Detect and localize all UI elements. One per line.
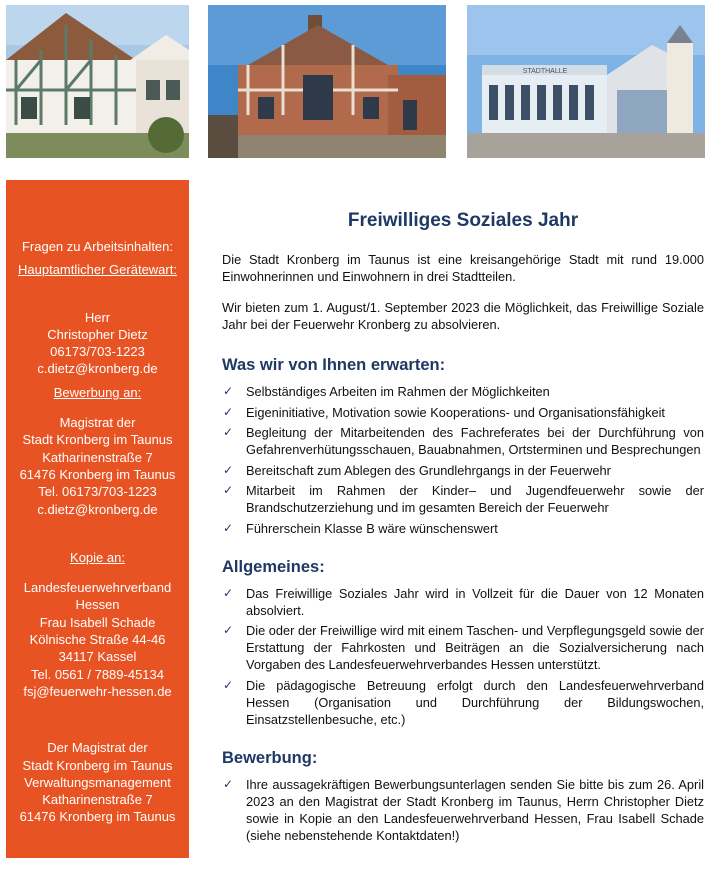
- offer-paragraph: Wir bieten zum 1. August/1. September 2023 die Möglichkeit, das Freiwillige Soziale Jahr bei der Feuerwehr Kronberg zu absolvieren.: [222, 300, 704, 332]
- contact-email: c.dietz@kronberg.de: [37, 361, 158, 377]
- application-address-line: Katharinenstraße 7: [42, 449, 153, 465]
- footer-address-line: Katharinenstraße 7: [42, 792, 153, 808]
- checkmark-icon: ✓: [223, 384, 234, 398]
- expectations-heading: Was wir von Ihnen erwarten:: [222, 356, 446, 374]
- checkmark-icon: ✓: [223, 404, 234, 419]
- page-title: Freiwilliges Soziales Jahr: [347, 210, 579, 231]
- footer-address-line: Verwaltungsmanagement: [24, 774, 171, 790]
- application-address-line: Tel. 06173/703-1223: [38, 484, 157, 500]
- list-item: ✓ Selbständiges Arbeiten im Rahmen der Möglichkeiten: [223, 384, 550, 399]
- copy-address-line: Kölnische Straße 44-46: [29, 632, 166, 648]
- footer-address-line: Der Magistrat der: [47, 740, 148, 756]
- contact-sidebar: [6, 180, 189, 858]
- application-address-heading: Bewerbung an:: [53, 384, 142, 400]
- expectations-list: [222, 383, 704, 537]
- brick-villa-photo: [208, 5, 446, 158]
- list-item: ✓ Führerschein Klasse B wäre wünschenswert: [223, 520, 498, 536]
- contact-role-heading: Hauptamtlicher Gerätewart:: [18, 262, 177, 278]
- general-list: [222, 585, 704, 728]
- list-item: ✓ Die oder der Freiwillige wird mit einem Taschen- und Verpflegungsgeld sowie der Erstattung der Fahrkosten und Beiträgen an die Sozialversicherung nach Vorgaben des Landesfeuerwehrverbandes Hessen unterstützt.: [223, 623, 704, 672]
- application-heading: Bewerbung:: [222, 748, 318, 767]
- contact-name: Christopher Dietz: [47, 326, 148, 342]
- copy-address-line: Frau Isabell Schade: [39, 614, 156, 630]
- half-timbered-building-photo: [6, 5, 189, 158]
- intro-paragraph: Die Stadt Kronberg im Taunus ist eine kreisangehörige Stadt mit rund 19.000 Einwohnerinnen und Einwohnern in drei Stadtteilen.: [222, 252, 704, 284]
- list-item: ✓ Bereitschaft zum Ablegen des Grundlehrgangs in der Feuerwehr: [223, 462, 611, 478]
- copy-address-line: Hessen: [75, 597, 120, 613]
- list-item: ✓ Begleitung der Mitarbeitenden des Fachreferates bei der Durchführung von Gefahrenverhütungsschauen, Bauabnahmen, Ortsterminen und Besprechungen: [223, 425, 704, 457]
- list-item: ✓ Das Freiwillige Soziales Jahr wird in Vollzeit für die Dauer von 12 Monaten absolviert.: [223, 585, 704, 618]
- copy-address-line: fsj@feuerwehr-hessen.de: [23, 683, 172, 699]
- contact-salutation: Herr: [84, 309, 111, 325]
- stadthalle-photo: [467, 5, 705, 158]
- stadthalle-sign: STADTHALLE: [522, 68, 568, 75]
- checkmark-icon: ✓: [223, 677, 234, 692]
- checkmark-icon: ✓: [223, 483, 234, 497]
- questions-heading: Fragen zu Arbeitsinhalten:: [21, 239, 174, 254]
- job-posting-main: [222, 208, 704, 847]
- copy-address-line: Tel. 0561 / 7889-45134: [31, 666, 164, 682]
- application-address-line: 61476 Kronberg im Taunus: [19, 466, 176, 482]
- list-item: ✓ Ihre aussagekräftigen Bewerbungsunterlagen senden Sie bitte bis zum 26. April 2023 an den Magistrat der Stadt Kronberg im Taunus, Herrn Christopher Dietz sowie in Kopie an den Landesfeuerwehrverband Hessen, Frau Isabell Schade (siehe nebenstehende Kontaktdaten!): [223, 776, 704, 843]
- checkmark-icon: ✓: [223, 425, 234, 439]
- application-list: [222, 776, 704, 844]
- checkmark-icon: ✓: [223, 776, 234, 791]
- checkmark-icon: ✓: [223, 623, 234, 637]
- general-heading: Allgemeines:: [222, 557, 325, 576]
- copy-address-line: Landesfeuerwehrverband: [23, 580, 172, 596]
- list-item: ✓ Eigeninitiative, Motivation sowie Kooperations- und Organisationsfähigkeit: [223, 404, 665, 420]
- application-address-line: Magistrat der: [59, 415, 136, 431]
- copy-address-line: 34117 Kassel: [58, 649, 137, 665]
- checkmark-icon: ✓: [223, 462, 234, 477]
- checkmark-icon: ✓: [223, 520, 234, 535]
- list-item: ✓ Mitarbeit im Rahmen der Kinder– und Jugendfeuerwehr sowie der Brandschutzerziehung und im gesamten Bereich der Feuerwehr: [223, 483, 704, 515]
- copy-address-heading: Kopie an:: [70, 549, 125, 565]
- application-address-line: Stadt Kronberg im Taunus: [22, 432, 173, 448]
- checkmark-icon: ✓: [223, 585, 234, 600]
- footer-address-line: 61476 Kronberg im Taunus: [19, 809, 176, 825]
- list-item: ✓ Die pädagogische Betreuung erfolgt durch den Landesfeuerwehrverband Hessen (Organisation und Durchführung der Bildungswochen, Einsatzstellenbesuche, etc.): [223, 677, 704, 727]
- footer-address-line: Stadt Kronberg im Taunus: [22, 757, 173, 773]
- contact-phone: 06173/703-1223: [50, 344, 145, 360]
- application-address-line: c.dietz@kronberg.de: [37, 501, 158, 517]
